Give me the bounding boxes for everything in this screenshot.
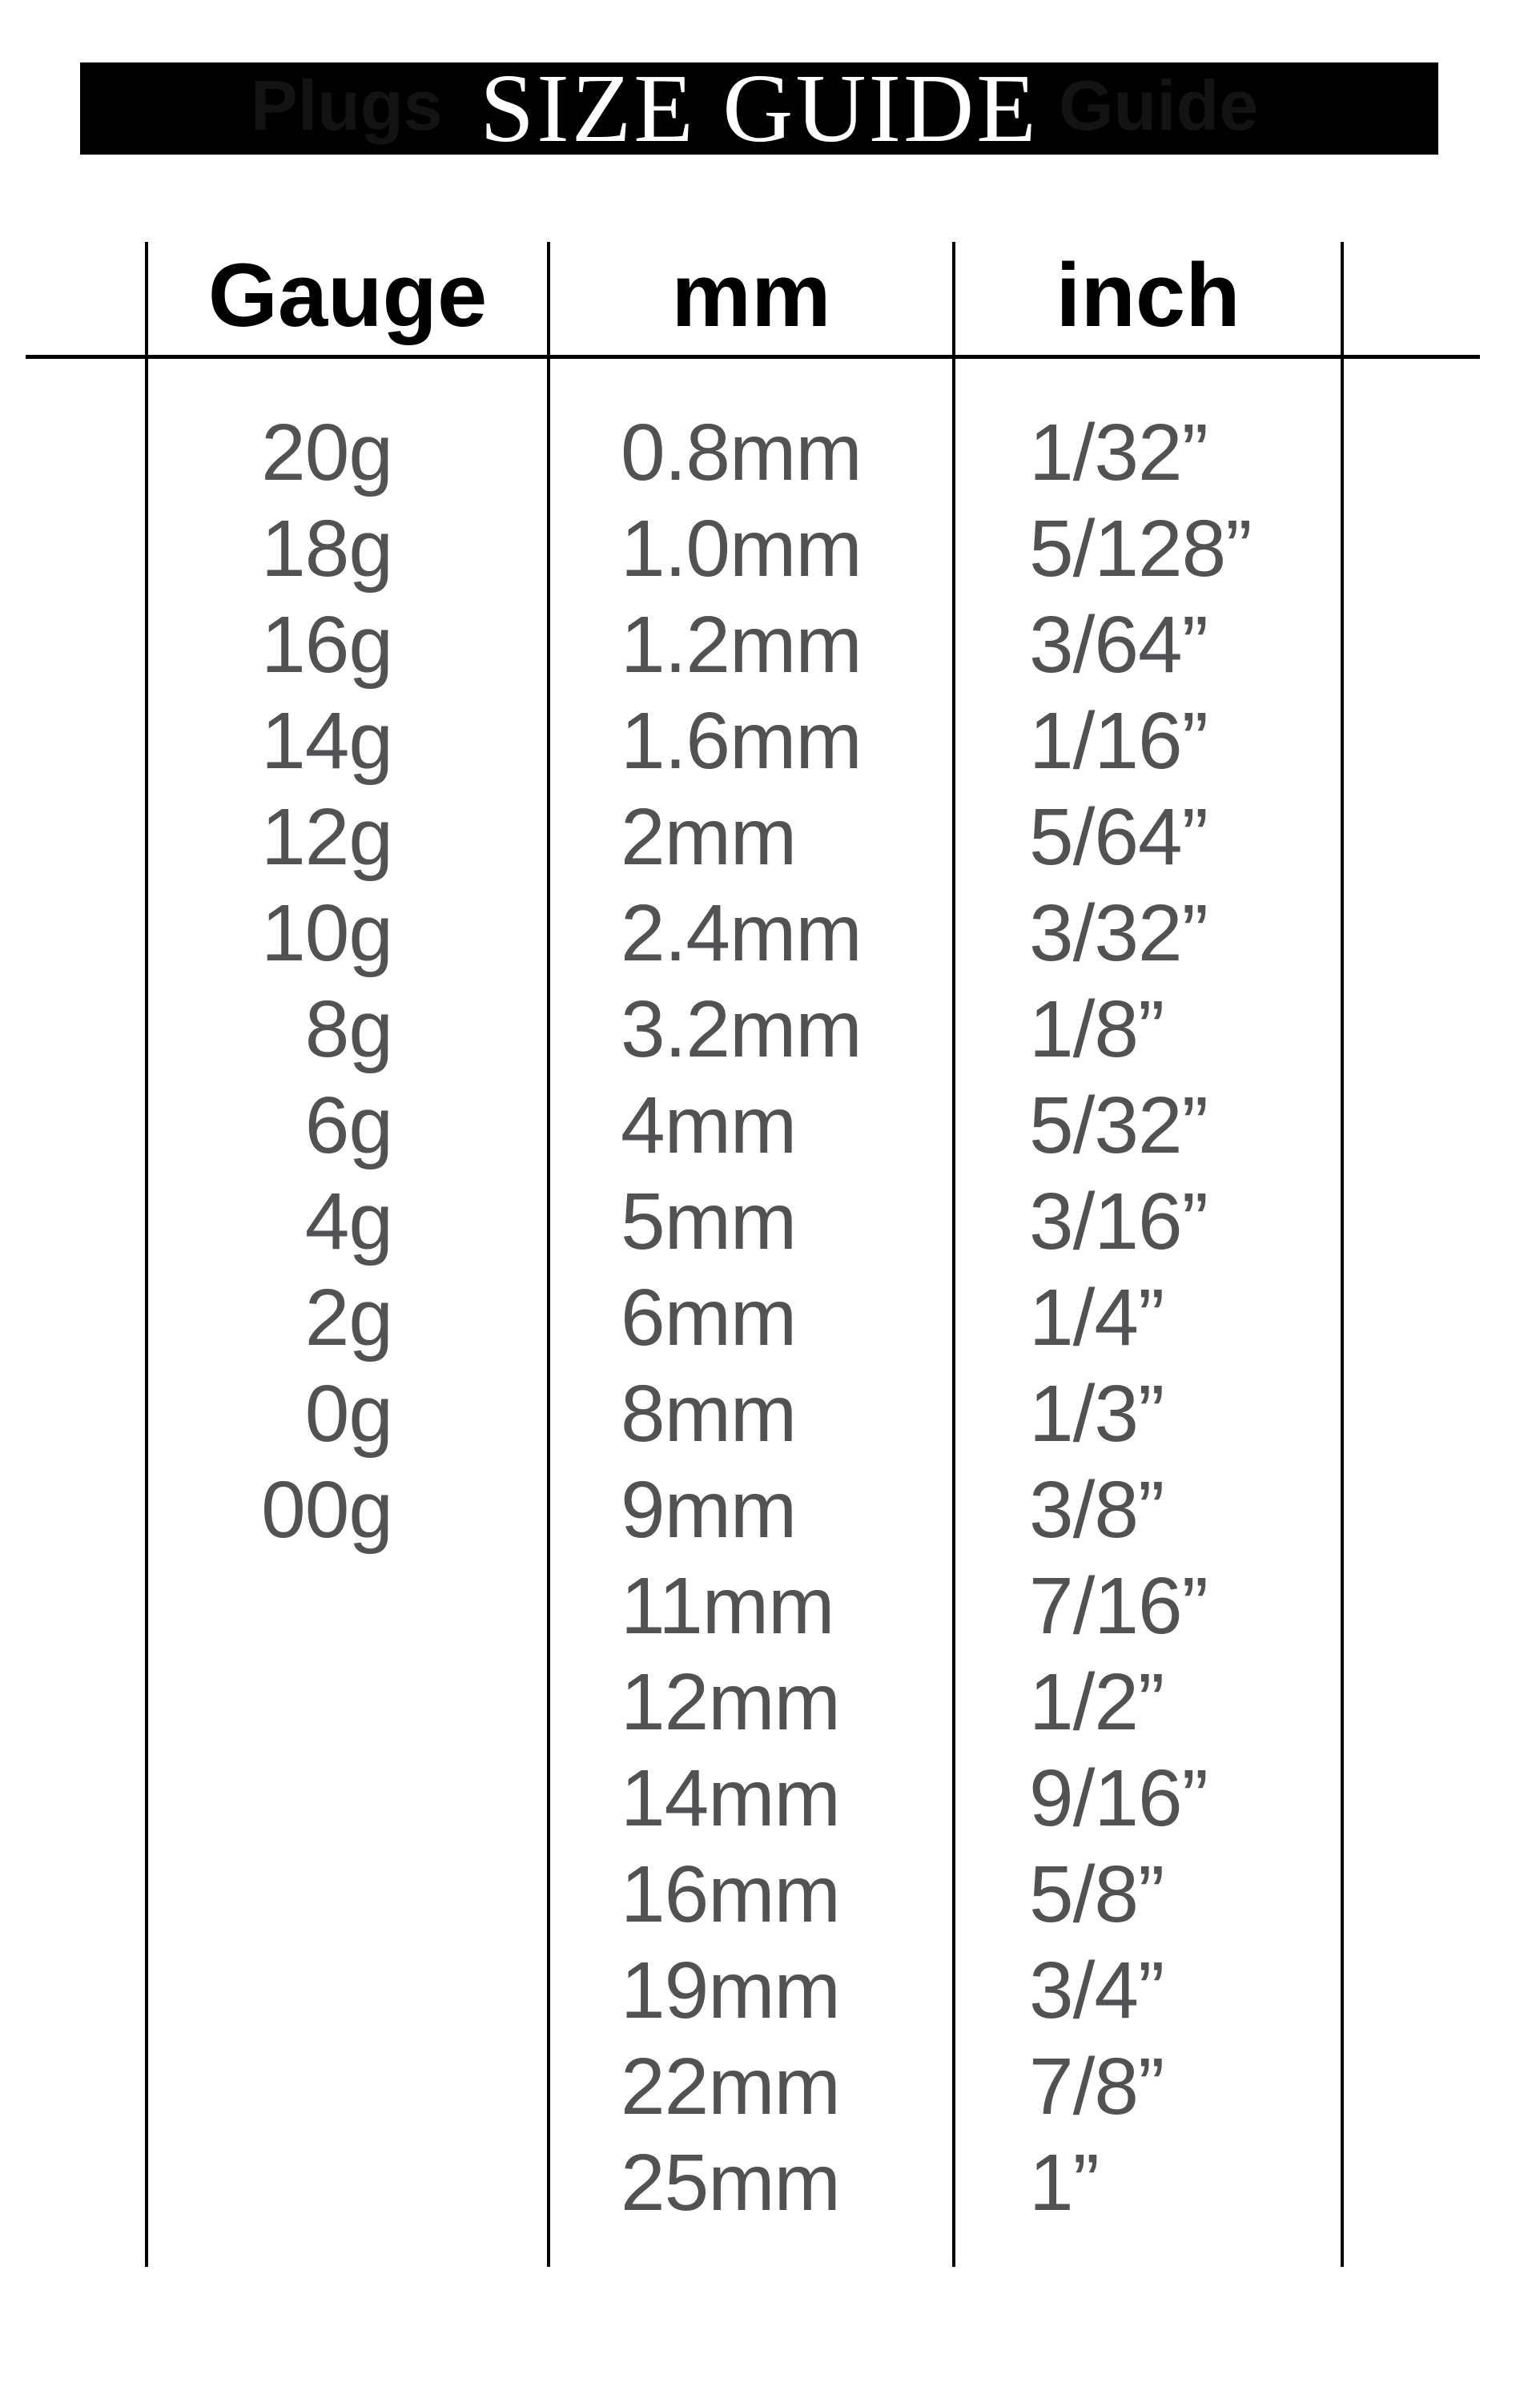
table-header-row	[147, 237, 1342, 353]
gauge-cell: 2g	[304, 1273, 392, 1363]
inch-cell: 1/4”	[1029, 1273, 1164, 1363]
gauge-cell	[147, 1750, 549, 1846]
gauge-cell: 6g	[304, 1081, 392, 1170]
gauge-cell	[147, 1558, 549, 1654]
table-row	[147, 1846, 1342, 1942]
gauge-cell	[147, 1654, 549, 1750]
title-bar	[80, 54, 1438, 163]
table-rows	[147, 405, 1342, 2231]
page-title: SIZE GUIDE	[480, 54, 1039, 163]
gauge-cell: 14g	[261, 696, 392, 786]
gauge-cell	[147, 1846, 549, 1942]
table-row	[147, 1462, 1342, 1558]
gauge-cell: 18g	[261, 504, 392, 594]
table-row	[147, 501, 1342, 597]
inch-cell: 1/2”	[1029, 1657, 1164, 1747]
gauge-cell	[147, 1942, 549, 2039]
inch-cell: 1/8”	[1029, 984, 1164, 1074]
mm-cell: 16mm	[621, 1850, 840, 1939]
mm-cell: 12mm	[621, 1657, 840, 1747]
inch-cell: 1/3”	[1029, 1369, 1164, 1459]
table-row	[147, 885, 1342, 981]
table-row	[147, 1366, 1342, 1462]
table-row	[147, 789, 1342, 885]
watermark-text-right: Guide	[1059, 65, 1259, 145]
mm-cell: 25mm	[621, 2138, 840, 2228]
mm-cell: 11mm	[621, 1561, 834, 1651]
inch-cell: 7/16”	[1029, 1561, 1208, 1651]
inch-cell: 1/16”	[1029, 696, 1208, 786]
gauge-cell: 8g	[304, 984, 392, 1074]
inch-cell: 3/16”	[1029, 1177, 1208, 1266]
column-header-mm: mm	[671, 245, 831, 345]
inch-cell: 1”	[1029, 2138, 1099, 2228]
gauge-cell: 10g	[261, 888, 392, 978]
inch-cell: 3/64”	[1029, 600, 1208, 690]
table-row	[147, 1077, 1342, 1173]
mm-cell: 6mm	[621, 1273, 797, 1363]
mm-cell: 9mm	[621, 1465, 797, 1555]
table-row	[147, 2039, 1342, 2135]
mm-cell: 14mm	[621, 1753, 840, 1843]
inch-cell: 5/32”	[1029, 1081, 1208, 1170]
table-row	[147, 1942, 1342, 2039]
table-row	[147, 1654, 1342, 1750]
gauge-cell: 4g	[304, 1177, 392, 1266]
mm-cell: 3.2mm	[621, 984, 862, 1074]
table-row	[147, 981, 1342, 1077]
gauge-cell: 0g	[304, 1369, 392, 1459]
table-row	[147, 1750, 1342, 1846]
header-underline	[26, 355, 1480, 359]
table-row	[147, 693, 1342, 789]
gauge-cell: 16g	[261, 600, 392, 690]
mm-cell: 19mm	[621, 1946, 840, 2035]
table-row	[147, 1173, 1342, 1270]
inch-cell: 3/8”	[1029, 1465, 1164, 1555]
gauge-cell: 20g	[261, 408, 392, 497]
mm-cell: 2.4mm	[621, 888, 862, 978]
inch-cell: 3/4”	[1029, 1946, 1164, 2035]
table-row	[147, 405, 1342, 501]
inch-cell: 1/32”	[1029, 408, 1208, 497]
mm-cell: 1.0mm	[621, 504, 862, 594]
mm-cell: 5mm	[621, 1177, 797, 1266]
watermark-text-left: Plugs	[251, 65, 443, 145]
inch-cell: 5/8”	[1029, 1850, 1164, 1939]
inch-cell: 7/8”	[1029, 2042, 1164, 2131]
inch-cell: 5/64”	[1029, 792, 1208, 882]
table-row	[147, 1270, 1342, 1366]
mm-cell: 22mm	[621, 2042, 840, 2131]
inch-cell: 5/128”	[1029, 504, 1252, 594]
table-row	[147, 2135, 1342, 2231]
gauge-cell	[147, 2135, 549, 2231]
mm-cell: 8mm	[621, 1369, 797, 1459]
mm-cell: 2mm	[621, 792, 797, 882]
table-row	[147, 597, 1342, 693]
gauge-cell: 12g	[261, 792, 392, 882]
column-header-gauge: Gauge	[207, 245, 488, 345]
mm-cell: 1.2mm	[621, 600, 862, 690]
mm-cell: 4mm	[621, 1081, 797, 1170]
inch-cell: 3/32”	[1029, 888, 1208, 978]
inch-cell: 9/16”	[1029, 1753, 1208, 1843]
mm-cell: 0.8mm	[621, 408, 862, 497]
column-header-inch: inch	[1055, 245, 1240, 345]
gauge-cell	[147, 2039, 549, 2135]
gauge-cell: 00g	[261, 1465, 392, 1555]
table-row	[147, 1558, 1342, 1654]
mm-cell: 1.6mm	[621, 696, 862, 786]
